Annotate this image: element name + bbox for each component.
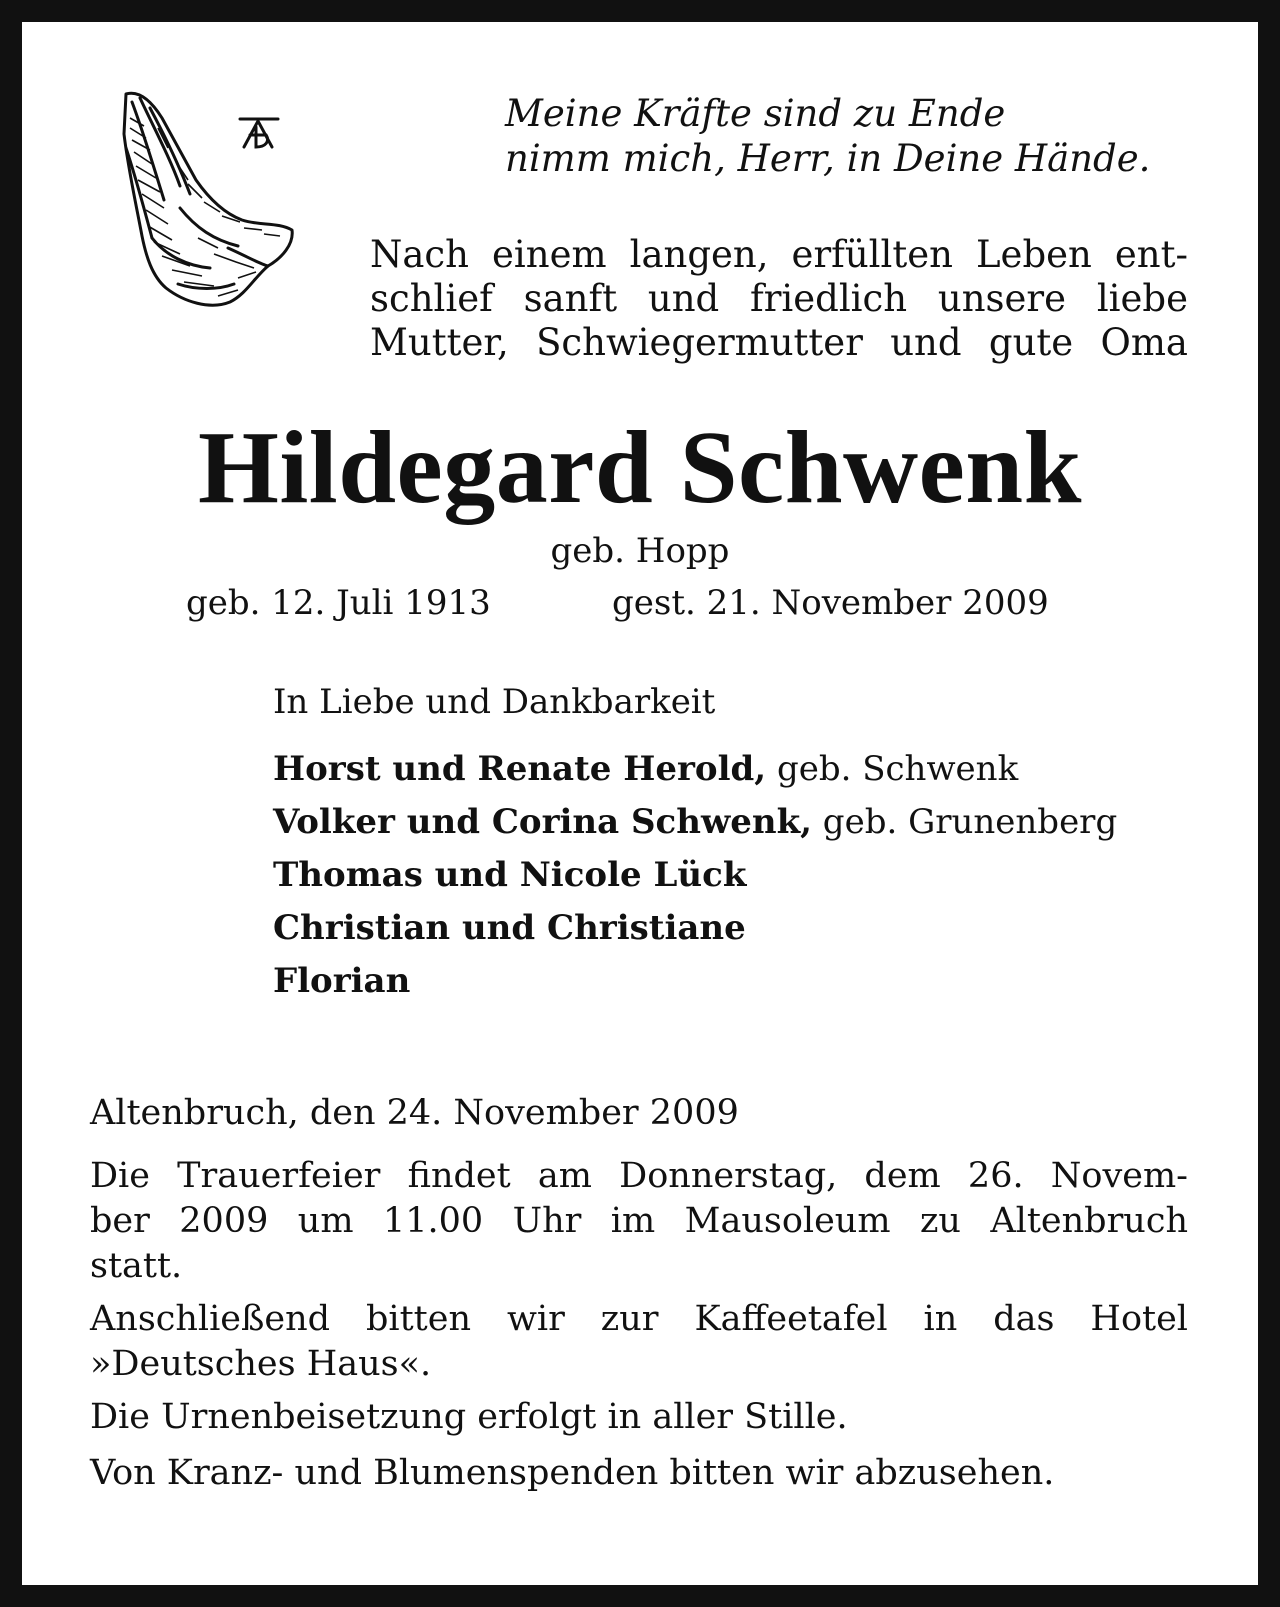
mourner-name: Florian	[273, 961, 411, 1001]
reception-line-2: »Deutsches Haus«.	[90, 1344, 432, 1384]
intro-line-2: schlief sanft und friedlich unsere liebe	[370, 277, 1188, 320]
mourner-note: geb. Schwenk	[766, 749, 1019, 789]
mourner-entry	[273, 853, 746, 897]
mourner-entry	[273, 959, 410, 1003]
mourner-name: Thomas und Nicole Lück	[273, 855, 747, 895]
ceremony-line-3: statt.	[90, 1246, 183, 1286]
verse-line-1: Meine Kräfte sind zu Ende	[505, 92, 1006, 135]
intro-line-1: Nach einem langen, erfüllten Leben ent-	[370, 233, 1188, 276]
flowers-note: Von Kranz- und Blumenspenden bitten wir abzusehen.	[90, 1453, 1055, 1493]
mourners-intro: In Liebe und Dankbarkeit	[273, 682, 716, 722]
reception-line-1: Anschließend bitten wir zur Kaffeetafel in das Hotel	[90, 1299, 1188, 1339]
duerer-monogram-icon	[236, 113, 282, 151]
mourner-entry	[273, 747, 1018, 791]
mourner-note: geb. Grunenberg	[812, 802, 1118, 842]
mourner-name: Horst und Renate Herold,	[273, 749, 767, 789]
deceased-name: Hildegard Schwenk	[198, 410, 1082, 525]
intro-line-3: Mutter, Schwiegermutter und gute Oma	[370, 321, 1188, 364]
mourner-entry	[273, 800, 1117, 844]
maiden-name: geb. Hopp	[550, 531, 730, 571]
urn-note: Die Urnenbeisetzung erfolgt in aller Stille.	[90, 1397, 848, 1437]
mourner-name: Christian und Christiane	[273, 908, 746, 948]
mourner-entry	[273, 906, 746, 950]
ceremony-line-1: Die Trauerfeier findet am Donnerstag, dem 26. Novem-	[90, 1156, 1188, 1196]
place-date: Altenbruch, den 24. November 2009	[90, 1093, 739, 1133]
birth-date: geb. 12. Juli 1913	[186, 583, 491, 623]
verse-line-2: nimm mich, Herr, in Deine Hände.	[505, 137, 1151, 180]
ceremony-line-2: ber 2009 um 11.00 Uhr im Mausoleum zu Altenbruch	[90, 1201, 1188, 1241]
mourner-name: Volker und Corina Schwenk,	[273, 802, 812, 842]
death-date: gest. 21. November 2009	[612, 583, 1049, 623]
